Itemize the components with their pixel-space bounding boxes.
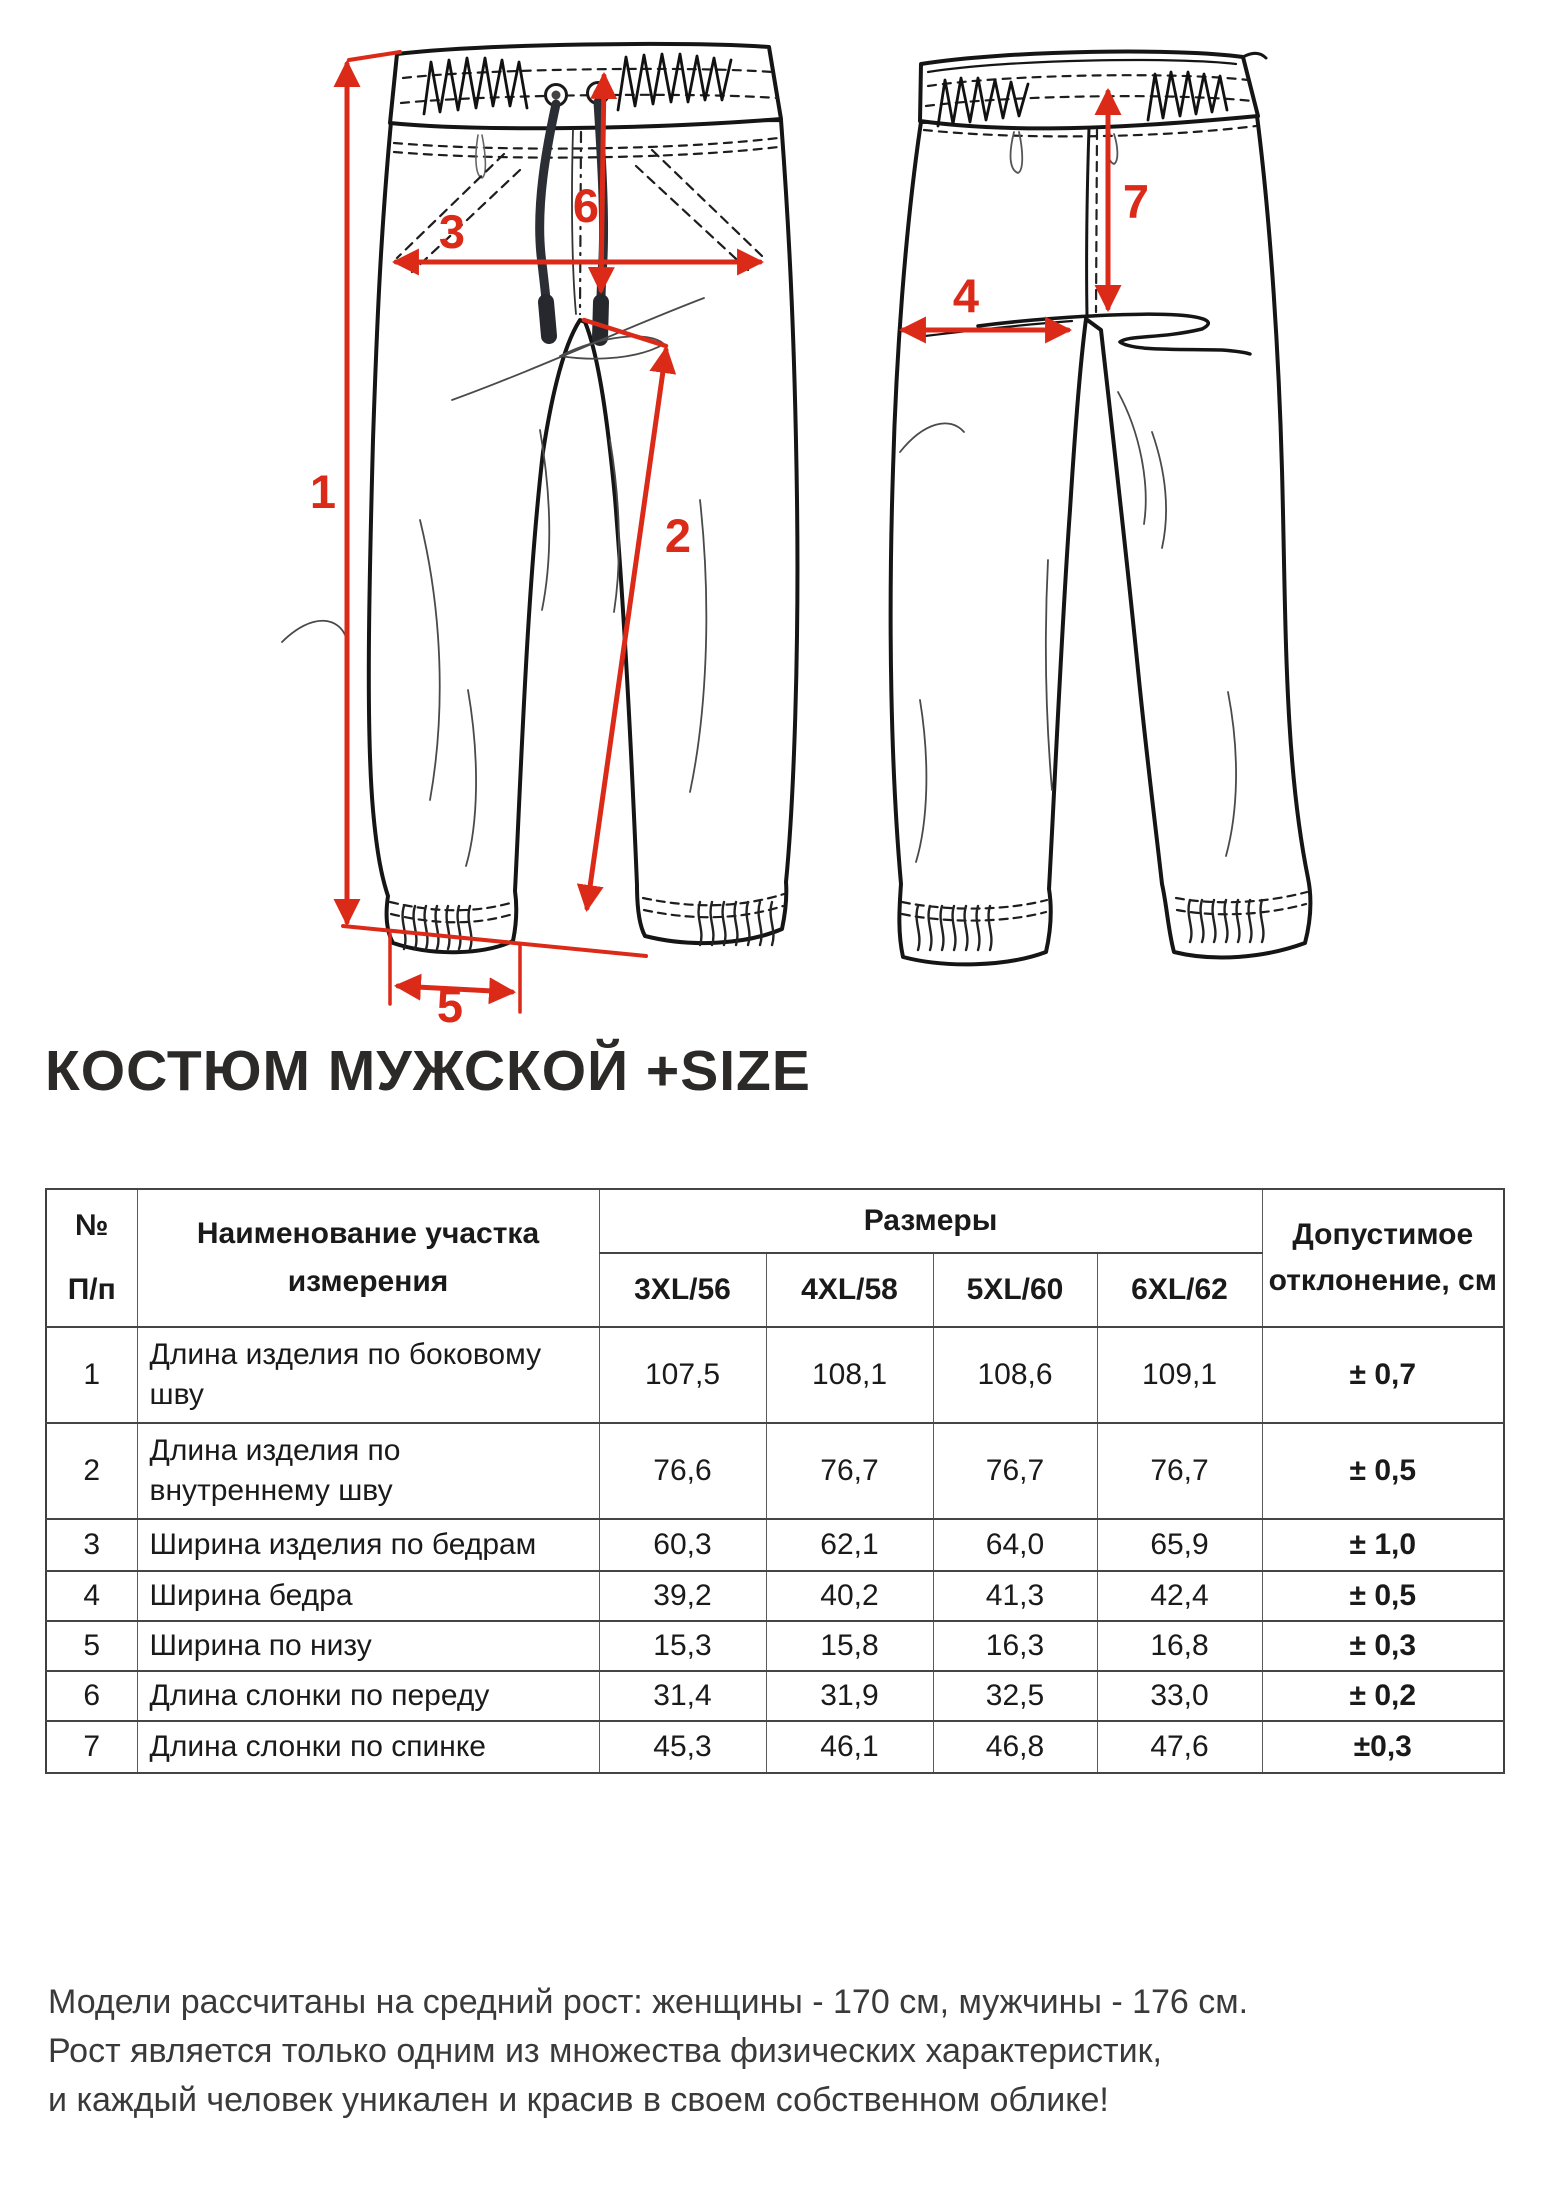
measure-label-1: 1	[309, 465, 337, 518]
tolerance-value: ± 0,3	[1262, 1621, 1504, 1671]
measurement-name: Длина изделия по боковому шву	[137, 1327, 599, 1423]
row-number: 7	[46, 1721, 137, 1773]
col-header-name-text: Наименование участка измерения	[196, 1217, 540, 1298]
measurement-name: Длина слонки по переду	[137, 1671, 599, 1721]
col-header-tolerance-line2: отклонение, см	[1268, 1264, 1497, 1297]
measure-label-5: 5	[436, 979, 464, 1030]
value-6xl: 47,6	[1097, 1721, 1262, 1773]
value-5xl: 76,7	[933, 1423, 1097, 1519]
pants-technical-drawing	[0, 0, 1542, 1030]
value-5xl: 64,0	[933, 1519, 1097, 1571]
tolerance-value: ± 0,5	[1262, 1571, 1504, 1621]
value-6xl: 42,4	[1097, 1571, 1262, 1621]
measurement-name: Длина слонки по спинке	[137, 1721, 599, 1773]
row-number: 5	[46, 1621, 137, 1671]
measurement-name: Длина изделия по внутреннему шву	[137, 1423, 599, 1519]
value-6xl: 109,1	[1097, 1327, 1262, 1423]
row-number: 6	[46, 1671, 137, 1721]
value-4xl: 108,1	[766, 1327, 933, 1423]
row-number: 1	[46, 1327, 137, 1423]
row-number: 4	[46, 1571, 137, 1621]
table-row	[46, 1423, 1504, 1519]
table-row	[46, 1671, 1504, 1721]
table-row	[46, 1621, 1504, 1671]
measure-label-7: 7	[1122, 175, 1150, 228]
value-6xl: 76,7	[1097, 1423, 1262, 1519]
value-4xl: 40,2	[766, 1571, 933, 1621]
col-header-size-5xl: 5XL/60	[933, 1253, 1097, 1327]
measurement-name: Ширина изделия по бедрам	[137, 1519, 599, 1571]
table-row	[46, 1327, 1504, 1423]
row-number: 3	[46, 1519, 137, 1571]
footer-note	[48, 1978, 1248, 2125]
value-6xl: 16,8	[1097, 1621, 1262, 1671]
value-3xl: 39,2	[599, 1571, 766, 1621]
measure-label-6: 6	[572, 179, 600, 232]
value-5xl: 46,8	[933, 1721, 1097, 1773]
tolerance-value: ± 0,2	[1262, 1671, 1504, 1721]
measure-label-4: 4	[952, 269, 980, 322]
col-header-size-6xl: 6XL/62	[1097, 1253, 1262, 1327]
back-view	[891, 52, 1311, 965]
value-5xl: 41,3	[933, 1571, 1097, 1621]
value-6xl: 65,9	[1097, 1519, 1262, 1571]
value-4xl: 31,9	[766, 1671, 933, 1721]
value-3xl: 15,3	[599, 1621, 766, 1671]
front-view	[282, 44, 797, 952]
table-row	[46, 1721, 1504, 1773]
col-header-tolerance-line1: Допустимое	[1292, 1218, 1474, 1251]
col-header-number	[46, 1189, 137, 1327]
value-3xl: 45,3	[599, 1721, 766, 1773]
col-header-sizes: Размеры	[599, 1189, 1262, 1253]
tolerance-value: ± 0,5	[1262, 1423, 1504, 1519]
value-3xl: 31,4	[599, 1671, 766, 1721]
value-4xl: 76,7	[766, 1423, 933, 1519]
page-title: КОСТЮМ МУЖСКОЙ +SIZE	[45, 1039, 811, 1103]
tolerance-value: ±0,3	[1262, 1721, 1504, 1773]
value-5xl: 16,3	[933, 1621, 1097, 1671]
footer-line-3: и каждый человек уникален и красив в своем собственном облике!	[48, 2081, 1109, 2119]
tolerance-value: ± 1,0	[1262, 1519, 1504, 1571]
col-header-tolerance	[1262, 1189, 1504, 1327]
footer-line-1: Модели рассчитаны на средний рост: женщины - 170 см, мужчины - 176 см.	[48, 1983, 1249, 2021]
value-4xl: 15,8	[766, 1621, 933, 1671]
measure-arrow-6	[601, 76, 604, 290]
row-number: 2	[46, 1423, 137, 1519]
value-5xl: 32,5	[933, 1671, 1097, 1721]
measure-label-2: 2	[664, 509, 692, 562]
value-4xl: 46,1	[766, 1721, 933, 1773]
measurement-name: Ширина по низу	[137, 1621, 599, 1671]
measurement-name: Ширина бедра	[137, 1571, 599, 1621]
value-6xl: 33,0	[1097, 1671, 1262, 1721]
size-table	[45, 1188, 1505, 1774]
col-header-number-line2: П/п	[67, 1273, 116, 1306]
col-header-name	[137, 1189, 599, 1327]
value-3xl: 60,3	[599, 1519, 766, 1571]
value-3xl: 76,6	[599, 1423, 766, 1519]
footer-line-2: Рост является только одним из множества физических характеристик,	[48, 2032, 1162, 2070]
table-header-row-1	[46, 1189, 1504, 1253]
col-header-number-line1: №	[75, 1209, 109, 1242]
value-3xl: 107,5	[599, 1327, 766, 1423]
table-row	[46, 1519, 1504, 1571]
measure-label-3: 3	[438, 205, 466, 258]
value-4xl: 62,1	[766, 1519, 933, 1571]
value-5xl: 108,6	[933, 1327, 1097, 1423]
table-row	[46, 1571, 1504, 1621]
col-header-size-4xl: 4XL/58	[766, 1253, 933, 1327]
col-header-size-3xl: 3XL/56	[599, 1253, 766, 1327]
tolerance-value: ± 0,7	[1262, 1327, 1504, 1423]
